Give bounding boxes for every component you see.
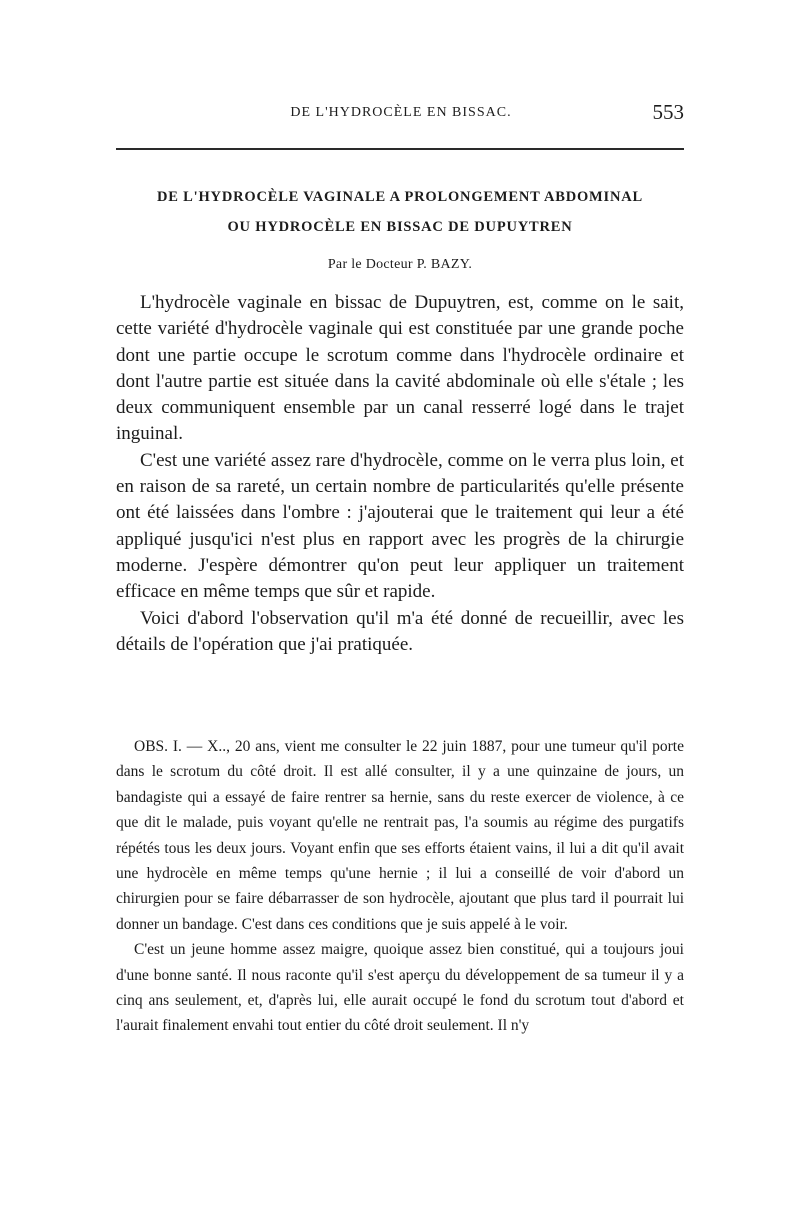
body-text — [116, 290, 684, 658]
paragraph-2: C'est une variété assez rare d'hydrocèle, comme on le verra plus loin, et en raison de sa rareté, un certain nombre de particularités qu'elle présente ont été laissées dans l'ombre : j'ajouterai que le traitement qui leur a été appliqué jusqu'ici n'est plus en rapport avec les progrès de la chirurgie moderne. J'espère démontrer qu'on peut leur appliquer un traitement efficace en même temps que sûr et rapide. — [116, 449, 684, 603]
article-title — [116, 182, 684, 242]
observation-paragraph-2: C'est un jeune homme assez maigre, quoique assez bien constitué, qui a toujours joui d'une bonne santé. Il nous raconte qu'il s'est aperçu du développement de sa tumeur il y a cinq ans seulement, et, d'après lui, elle aurait occupé le fond du scrotum tout d'abord et l'aurait finalement envahi tout entier du côté droit seulement. Il n'y — [116, 941, 684, 1035]
running-title: DE L'HYDROCÈLE EN BISSAC. — [290, 105, 512, 120]
header-rule — [116, 148, 684, 150]
running-head — [118, 102, 684, 126]
article-title-line-1: DE L'HYDROCÈLE VAGINALE A PROLONGEMENT ABDOMINAL — [157, 189, 643, 205]
observation-paragraph-1: OBS. I. — X.., 20 ans, vient me consulter le 22 juin 1887, pour une tumeur qu'il porte dans le scrotum du côté droit. Il est allé consulter, il y a une quinzaine de jours, un bandagiste qui a essayé de faire rentrer sa hernie, sans du reste exercer de violence, à ce que dit le malade, puis voyant qu'elle ne rentrait pas, l'a soumis au régime des purgatifs répétés tous les deux jours. Voyant enfin que ses efforts étaient vains, il lui a dit qu'il avait une hydrocèle en même temps qu'une hernie ; il lui a conseillé de voir d'abord un chirurgien pour se faire débarrasser de son hydrocèle, ajoutant que plus tard il pourrait lui donner un bandage. C'est dans ces conditions que je suis appelé à le voir. — [116, 738, 684, 933]
observation-text — [116, 734, 684, 1039]
author-line: Par le Docteur P. BAZY. — [327, 257, 473, 272]
article-title-line-2: OU HYDROCÈLE EN BISSAC DE DUPUYTREN — [227, 219, 573, 235]
paragraph-3: Voici d'abord l'observation qu'il m'a été donné de recueillir, avec les détails de l'opération que j'ai pratiquée. — [116, 607, 684, 655]
page-number: 553 — [652, 100, 684, 124]
paragraph-1: L'hydrocèle vaginale en bissac de Dupuytren, est, comme on le sait, cette variété d'hydrocèle vaginale qui est constituée par une grande poche dont une partie occupe le scrotum comme dans l'hydrocèle ordinaire et dont l'autre partie est située dans la cavité abdominale où elle s'étale ; les deux communiquent ensemble par un canal resserré logé dans le trajet inguinal. — [116, 292, 684, 445]
